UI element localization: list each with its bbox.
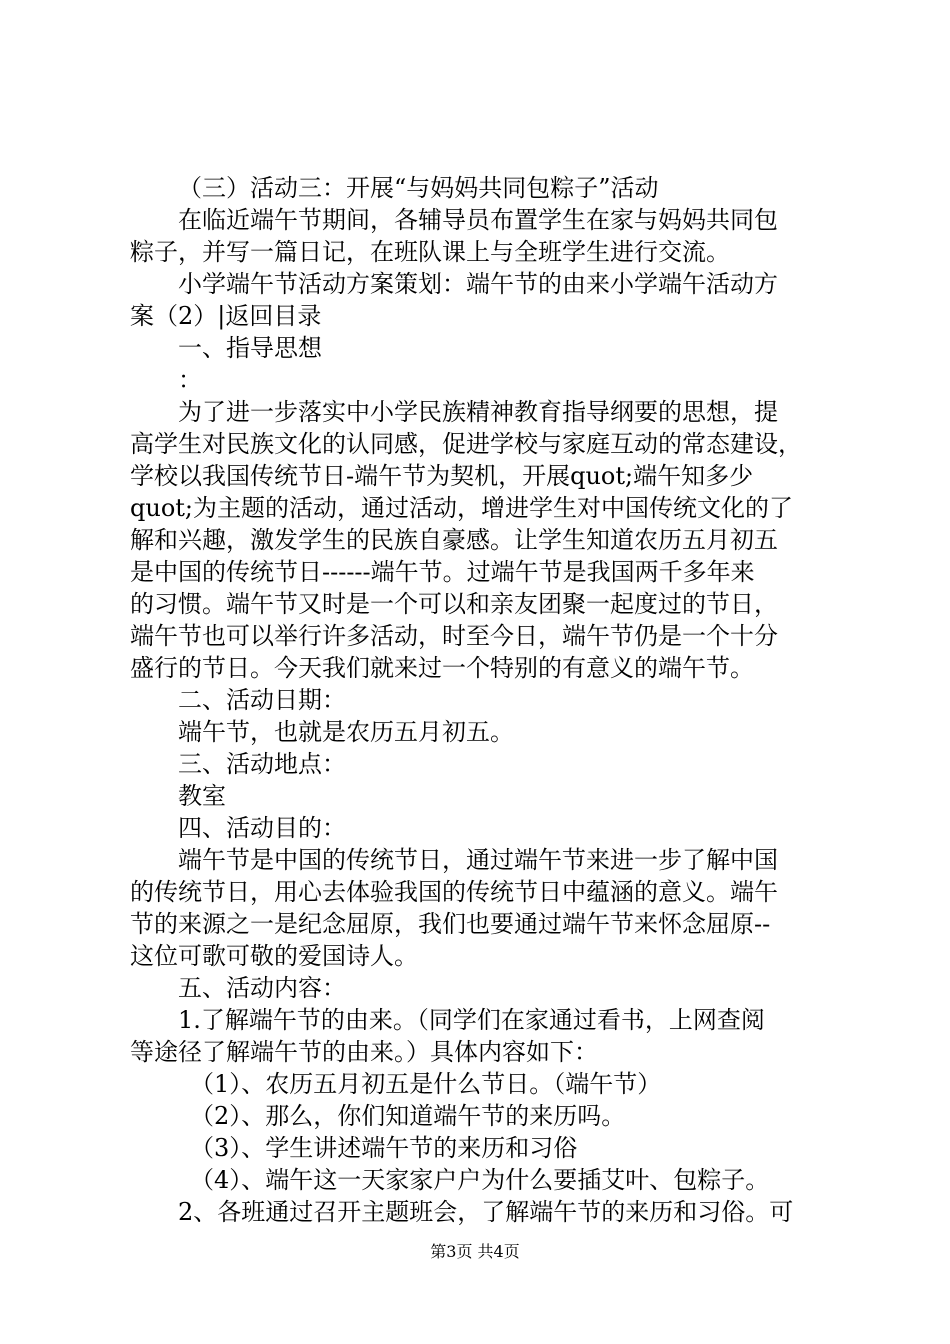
text-line: 端午节是中国的传统节日，通过端午节来进一步了解中国 bbox=[178, 846, 778, 874]
text-line: 2、各班通过召开主题班会，了解端午节的来历和习俗。可 bbox=[178, 1198, 794, 1226]
text-line: 五、活动内容： bbox=[178, 974, 346, 1002]
text-line: 的习惯。端午节又时是一个可以和亲友团聚一起度过的节日， bbox=[130, 590, 778, 618]
text-line: 二、活动日期： bbox=[178, 686, 346, 714]
text-line: 四、活动目的： bbox=[178, 814, 346, 842]
text-line: （三）活动三：开展“与妈妈共同包粽子”活动 bbox=[178, 174, 659, 202]
text-line: 解和兴趣，激发学生的民族自豪感。让学生知道农历五月初五 bbox=[130, 526, 778, 554]
text-line: quot;为主题的活动，通过活动，增进学生对中国传统文化的了 bbox=[130, 494, 793, 522]
text-line: 一、指导思想 bbox=[178, 334, 322, 362]
text-line: （1）、农历五月初五是什么节日。（端午节） bbox=[190, 1070, 662, 1098]
text-line: 高学生对民族文化的认同感，促进学校与家庭互动的常态建设， bbox=[130, 430, 802, 458]
document-body bbox=[130, 172, 830, 1228]
text-line: 案（2）|返回目录 bbox=[130, 302, 322, 330]
text-line: 的传统节日，用心去体验我国的传统节日中蕴涵的意义。端午 bbox=[130, 878, 778, 906]
text-line: 学校以我国传统节日-端午节为契机，开展quot;端午知多少 bbox=[130, 462, 754, 490]
text-line: 小学端午节活动方案策划：端午节的由来小学端午活动方 bbox=[178, 270, 778, 298]
text-line: 节的来源之一是纪念屈原，我们也要通过端午节来怀念屈原-- bbox=[130, 910, 771, 938]
text-line: 教室 bbox=[178, 782, 226, 810]
text-line: 端午节也可以举行许多活动，时至今日，端午节仍是一个十分 bbox=[130, 622, 778, 650]
text-line: （3）、学生讲述端午节的来历和习俗 bbox=[190, 1134, 578, 1162]
text-line: 粽子，并写一篇日记，在班队课上与全班学生进行交流。 bbox=[130, 238, 730, 266]
text-line: 三、活动地点： bbox=[178, 750, 346, 778]
text-line: （4）、端午这一天家家户户为什么要插艾叶、包粽子。 bbox=[190, 1166, 770, 1194]
text-line: 等途径了解端午节的由来。）具体内容如下： bbox=[130, 1038, 598, 1066]
text-line: 端午节，也就是农历五月初五。 bbox=[178, 718, 514, 746]
text-line: ： bbox=[178, 366, 202, 394]
text-line: （2）、那么，你们知道端午节的来历吗。 bbox=[190, 1102, 626, 1130]
text-line: 在临近端午节期间，各辅导员布置学生在家与妈妈共同包 bbox=[178, 206, 778, 234]
page-number-footer: 第3页 共4页 bbox=[430, 1242, 520, 1261]
text-line: 这位可歌可敬的爱国诗人。 bbox=[130, 942, 418, 970]
text-line: 盛行的节日。今天我们就来过一个特别的有意义的端午节。 bbox=[130, 654, 754, 682]
text-line: 是中国的传统节日------端午节。过端午节是我国两千多年来 bbox=[130, 558, 755, 586]
text-line: 1.了解端午节的由来。（同学们在家通过看书，上网查阅 bbox=[178, 1006, 765, 1034]
text-line: 为了进一步落实中小学民族精神教育指导纲要的思想，提 bbox=[178, 398, 778, 426]
